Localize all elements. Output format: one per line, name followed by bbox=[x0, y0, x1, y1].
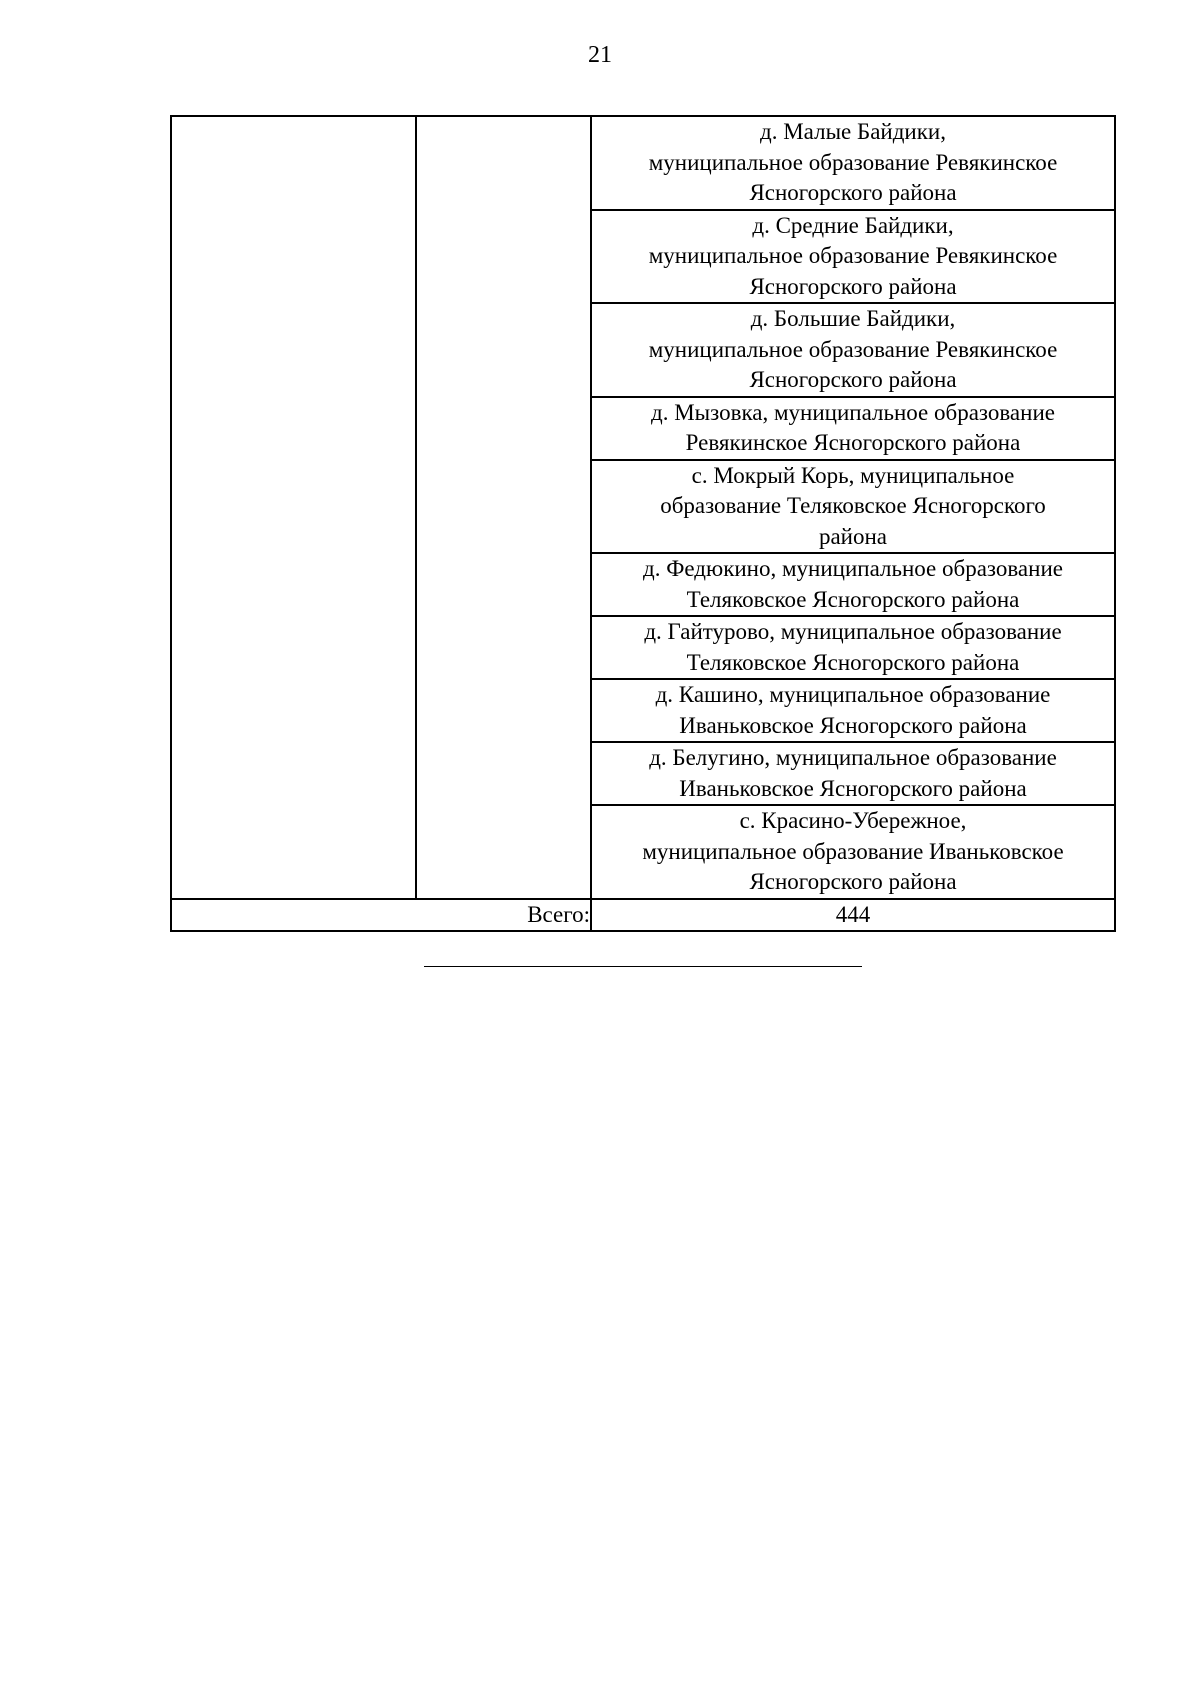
empty-cell-col1 bbox=[171, 116, 416, 899]
settlement-cell: д. Кашино, муниципальное образование Иваньковское Ясногорского района bbox=[591, 679, 1115, 742]
settlement-cell: д. Малые Байдики, муниципальное образование Ревякинское Ясногорского района bbox=[591, 116, 1115, 210]
settlement-cell: д. Большие Байдики, муниципальное образование Ревякинское Ясногорского района bbox=[591, 303, 1115, 397]
total-value: 444 bbox=[591, 899, 1115, 932]
total-label: Всего: bbox=[171, 899, 591, 932]
settlement-cell: с. Мокрый Корь, муниципальное образование Теляковское Ясногорского района bbox=[591, 460, 1115, 554]
settlement-cell: д. Мызовка, муниципальное образование Ревякинское Ясногорского района bbox=[591, 397, 1115, 460]
settlement-cell: д. Средние Байдики, муниципальное образование Ревякинское Ясногорского района bbox=[591, 210, 1115, 304]
settlement-cell: с. Красино-Убережное, муниципальное образование Иваньковское Ясногорского района bbox=[591, 805, 1115, 899]
table-row bbox=[171, 116, 1115, 210]
empty-cell-col2 bbox=[416, 116, 591, 899]
settlement-cell: д. Белугино, муниципальное образование Иваньковское Ясногорского района bbox=[591, 742, 1115, 805]
settlement-cell: д. Гайтурово, муниципальное образование Теляковское Ясногорского района bbox=[591, 616, 1115, 679]
end-separator-line bbox=[424, 966, 862, 967]
settlement-cell: д. Федюкино, муниципальное образование Теляковское Ясногорского района bbox=[591, 553, 1115, 616]
settlements-table bbox=[170, 115, 1116, 932]
total-row bbox=[171, 899, 1115, 932]
page-number: 21 bbox=[588, 42, 612, 68]
